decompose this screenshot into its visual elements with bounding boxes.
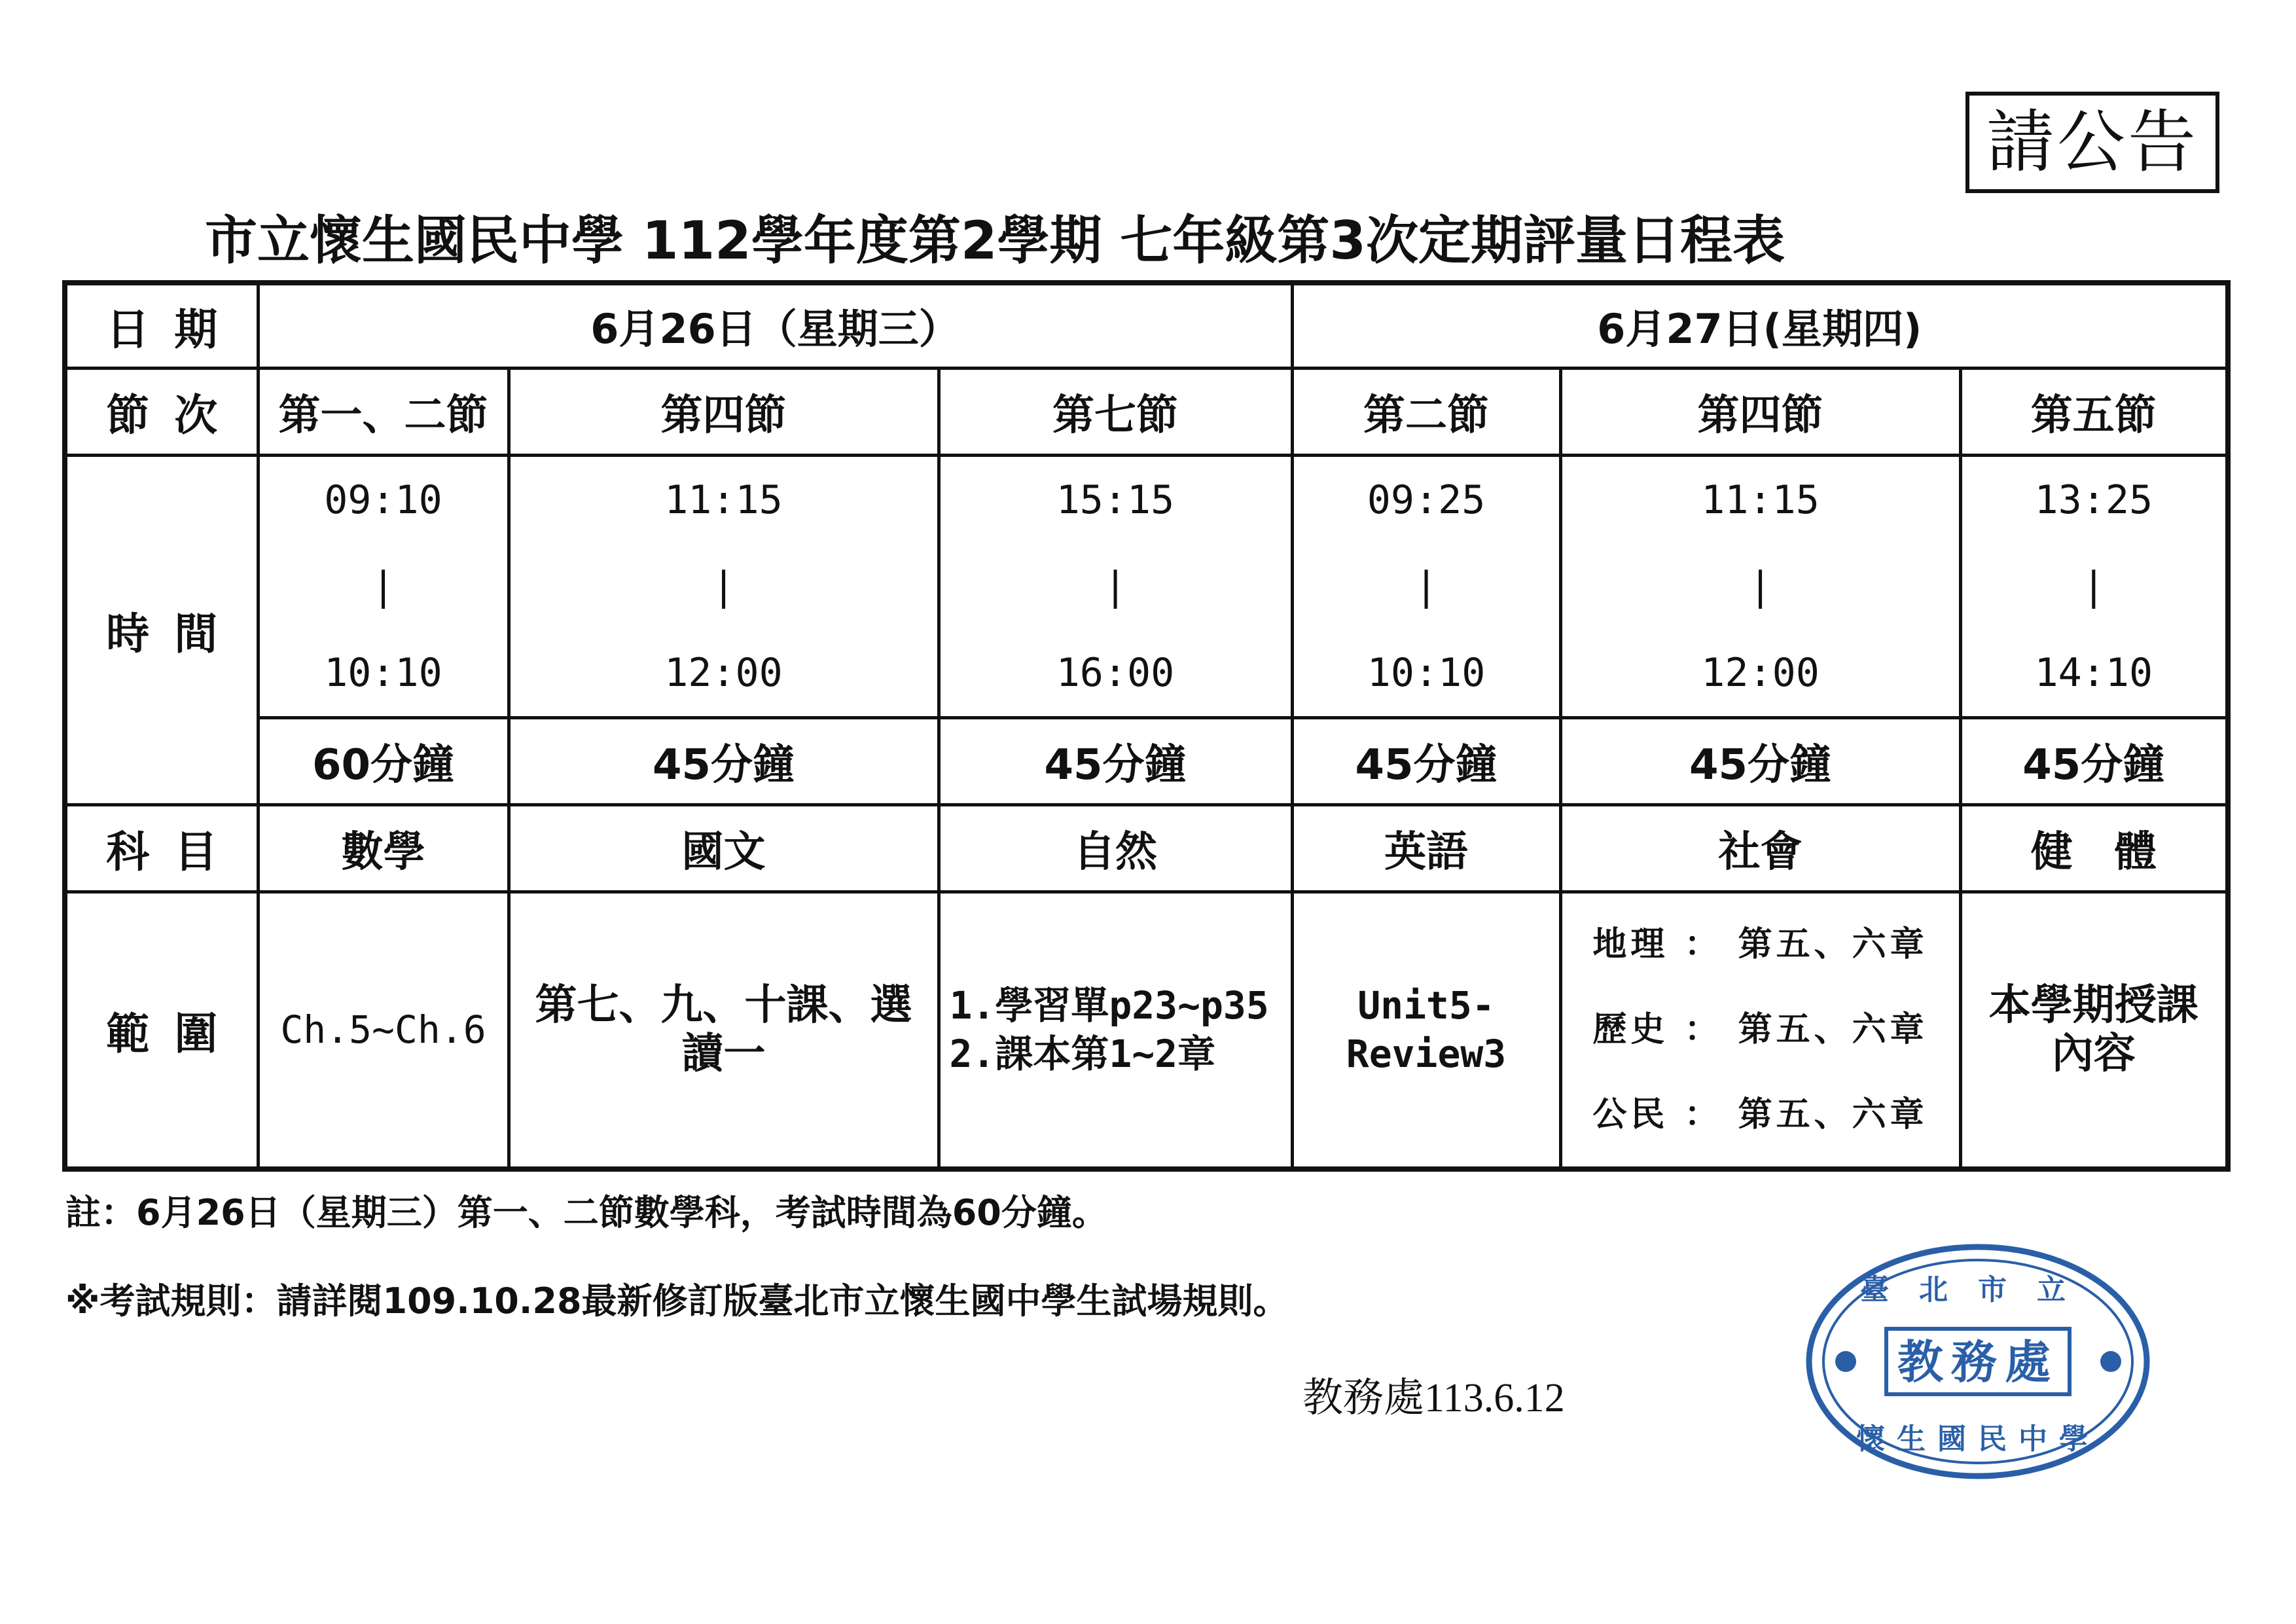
duration-cell: 45分鐘 bbox=[939, 717, 1292, 804]
time-end: 12:00 bbox=[1701, 649, 1820, 696]
range-line: 地理 ： 第五、六章 bbox=[1592, 925, 1928, 965]
range-line: 本學期授課 bbox=[1988, 981, 2198, 1030]
time-separator: | bbox=[371, 563, 395, 609]
signoff: 教務處113.6.12 bbox=[1302, 1376, 1565, 1420]
page-title: 市立懷生國民中學 112學年度第2學期 七年級第3次定期評量日程表 bbox=[204, 210, 1785, 271]
time-end: 12:00 bbox=[664, 649, 783, 696]
row-label-subject: 科目 bbox=[65, 804, 258, 892]
period-cell: 第七節 bbox=[939, 368, 1292, 455]
time-cell bbox=[1560, 455, 1960, 717]
range-line: 1.學習單p23~p35 bbox=[949, 983, 1269, 1028]
time-separator: | bbox=[711, 563, 736, 609]
schedule-table bbox=[62, 280, 2231, 1172]
duration-cell: 45分鐘 bbox=[1292, 717, 1560, 804]
subject-row bbox=[65, 804, 2228, 892]
time-start: 09:10 bbox=[324, 477, 442, 523]
time-end: 16:00 bbox=[1056, 649, 1175, 696]
time-cell bbox=[1292, 455, 1560, 717]
time-end: 10:10 bbox=[324, 649, 442, 696]
time-start: 11:15 bbox=[1701, 477, 1820, 523]
date-row bbox=[65, 283, 2228, 368]
period-cell: 第二節 bbox=[1292, 368, 1560, 455]
date-day2: 6月27日(星期四) bbox=[1292, 283, 2228, 368]
time-start: 15:15 bbox=[1056, 477, 1175, 523]
row-label-range: 範圍 bbox=[65, 892, 258, 1169]
subject-cell: 英語 bbox=[1292, 804, 1560, 892]
range-row bbox=[65, 892, 2228, 1169]
subject-cell: 數學 bbox=[258, 804, 509, 892]
duration-row bbox=[65, 717, 2228, 804]
duration-cell: 60分鐘 bbox=[258, 717, 509, 804]
seal-bottom-text: 懷生國民中學 bbox=[1856, 1422, 2100, 1456]
footnote: 註：6月26日（星期三）第一、二節數學科，考試時間為60分鐘。 bbox=[65, 1192, 1107, 1233]
time-start: 11:15 bbox=[664, 477, 783, 523]
period-cell: 第四節 bbox=[509, 368, 939, 455]
range-cell: Ch.5~Ch.6 bbox=[258, 892, 509, 1169]
time-row bbox=[65, 455, 2228, 717]
range-line: 2.課本第1~2章 bbox=[949, 1032, 1216, 1077]
time-cell bbox=[509, 455, 939, 717]
period-cell: 第四節 bbox=[1560, 368, 1960, 455]
period-row bbox=[65, 368, 2228, 455]
duration-cell: 45分鐘 bbox=[509, 717, 939, 804]
time-end: 10:10 bbox=[1367, 649, 1486, 696]
time-start: 13:25 bbox=[2034, 477, 2153, 523]
office-seal bbox=[1803, 1240, 2153, 1483]
exam-rules-note: ※考試規則：請詳閱109.10.28最新修訂版臺北市立懷生國中學生試場規則。 bbox=[65, 1280, 1289, 1322]
time-separator: | bbox=[1748, 563, 1772, 609]
range-line: Review3 bbox=[1346, 1032, 1507, 1077]
time-cell bbox=[1960, 455, 2228, 717]
subject-cell: 社會 bbox=[1560, 804, 1960, 892]
seal-top-text: 臺北市立 bbox=[1860, 1273, 2096, 1307]
time-start: 09:25 bbox=[1367, 477, 1486, 523]
time-separator: | bbox=[1414, 563, 1439, 609]
range-cell: 第七、九、十課、選讀一 bbox=[509, 892, 939, 1169]
date-day1: 6月26日（星期三） bbox=[258, 283, 1292, 368]
subject-cell: 健 體 bbox=[1960, 804, 2228, 892]
range-line: 公民 ： 第五、六章 bbox=[1592, 1095, 1928, 1135]
time-end: 14:10 bbox=[2034, 649, 2153, 696]
range-cell bbox=[1560, 892, 1960, 1169]
range-cell bbox=[1292, 892, 1560, 1169]
row-label-period: 節次 bbox=[65, 368, 258, 455]
time-separator: | bbox=[1103, 563, 1128, 609]
range-cell bbox=[939, 892, 1292, 1169]
row-label-date: 日期 bbox=[65, 283, 258, 368]
notice-box: 請公告 bbox=[1965, 92, 2219, 193]
period-cell: 第一、二節 bbox=[258, 368, 509, 455]
duration-cell: 45分鐘 bbox=[1960, 717, 2228, 804]
range-line: 內容 bbox=[2051, 1030, 2136, 1079]
time-cell bbox=[939, 455, 1292, 717]
time-cell bbox=[258, 455, 509, 717]
time-separator: | bbox=[2081, 563, 2106, 609]
range-line: 歷史 ： 第五、六章 bbox=[1592, 1010, 1928, 1050]
duration-cell: 45分鐘 bbox=[1560, 717, 1960, 804]
subject-cell: 自然 bbox=[939, 804, 1292, 892]
range-line: Unit5- bbox=[1357, 983, 1495, 1028]
row-label-time: 時間 bbox=[65, 455, 258, 804]
seal-center-text: 教務處 bbox=[1897, 1335, 2058, 1389]
subject-cell: 國文 bbox=[509, 804, 939, 892]
range-cell bbox=[1960, 892, 2228, 1169]
period-cell: 第五節 bbox=[1960, 368, 2228, 455]
